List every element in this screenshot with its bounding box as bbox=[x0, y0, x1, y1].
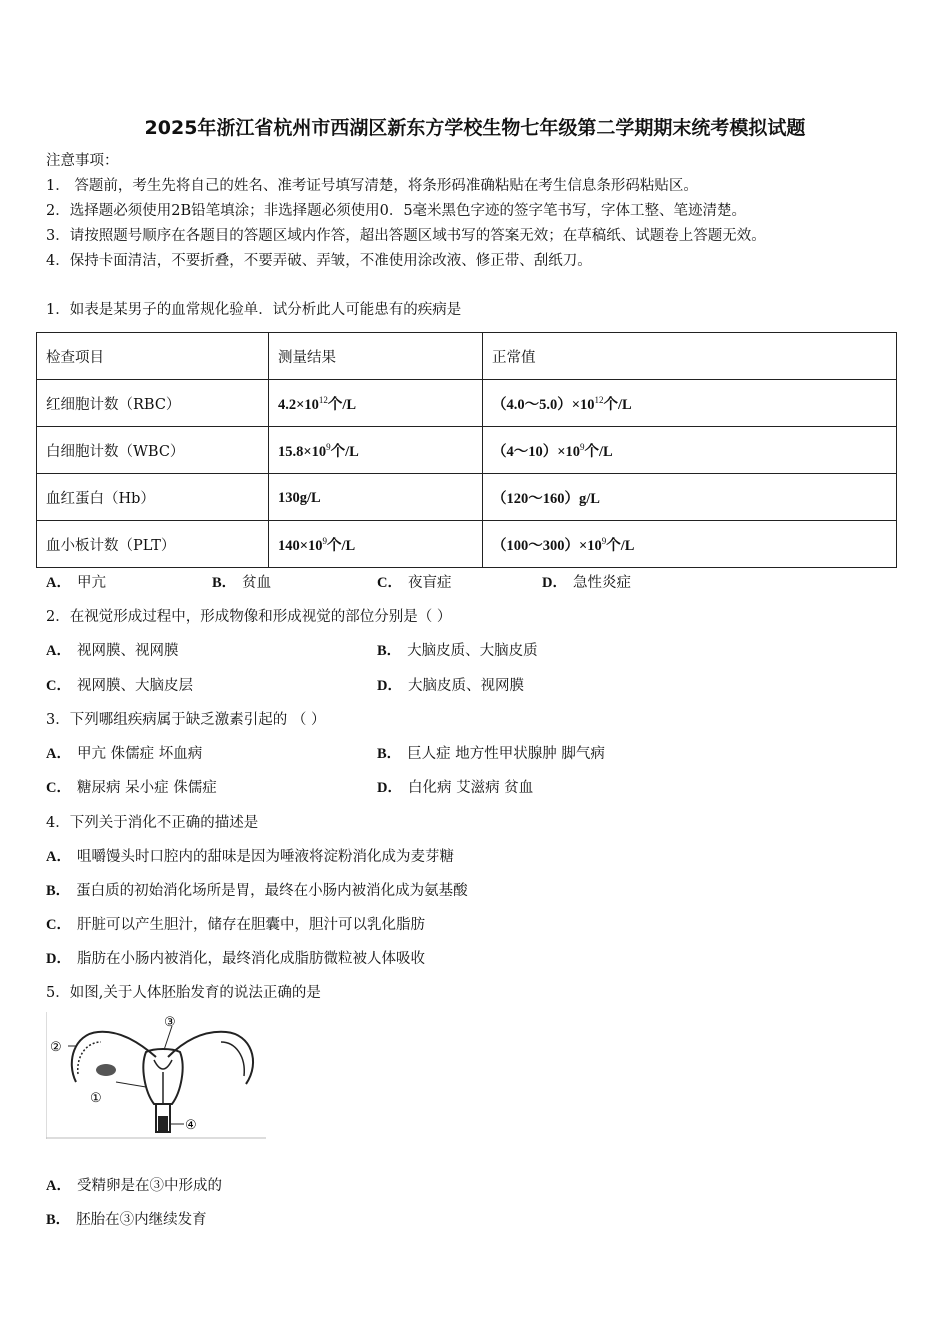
option-a: A． 甲亢 侏儒症 坏血病 bbox=[46, 746, 203, 762]
option-c: C． 视网膜、大脑皮层 bbox=[46, 678, 193, 694]
uterus-diagram bbox=[46, 1012, 266, 1139]
question-4-stem: 4．下列关于消化不正确的描述是 bbox=[46, 815, 259, 831]
figure-label-1: ① bbox=[90, 1091, 102, 1106]
table-header-cell: 正常值 bbox=[483, 333, 897, 380]
table-cell-item: 血红蛋白（Hb） bbox=[37, 474, 269, 521]
table-cell-normal: （120～160）g/L bbox=[483, 474, 897, 521]
option-b: B． 蛋白质的初始消化场所是胃，最终在小肠内被消化成为氨基酸 bbox=[46, 883, 468, 899]
notice-item: 1． 答题前，考生先将自己的姓名、准考证号填写清楚，将条形码准确粘贴在考生信息条形码粘贴区。 bbox=[46, 178, 698, 194]
blood-test-table bbox=[36, 332, 897, 568]
option-a: A． 视网膜、视网膜 bbox=[46, 643, 179, 659]
option-b: B． 大脑皮质、大脑皮质 bbox=[377, 643, 538, 659]
option-a: A． 受精卵是在③中形成的 bbox=[46, 1178, 222, 1194]
option-c: C． 肝脏可以产生胆汁，储存在胆囊中，胆汁可以乳化脂肪 bbox=[46, 917, 425, 933]
question-1-stem: 1．如表是某男子的血常规化验单．试分析此人可能患有的疾病是 bbox=[46, 302, 462, 318]
table-cell-normal: $(100\sim 300)\times 10^9$个/L bbox=[483, 521, 897, 568]
table-cell-item: 血小板计数（PLT） bbox=[37, 521, 269, 568]
question-5-stem: 5．如图,关于人体胚胎发育的说法正确的是 bbox=[46, 985, 321, 1001]
page-title: 2025年浙江省杭州市西湖区新东方学校生物七年级第二学期期末统考模拟试题 bbox=[144, 117, 806, 139]
table-row bbox=[37, 521, 897, 568]
option-b: B． 胚胎在③内继续发育 bbox=[46, 1212, 207, 1228]
notice-item: 4．保持卡面清洁，不要折叠，不要弄破、弄皱，不准使用涂改液、修正带、刮纸刀。 bbox=[46, 253, 592, 269]
option-a: A． 甲亢 bbox=[46, 575, 106, 591]
table-cell-normal: $(4\sim 10)\times 10^9$个/L bbox=[483, 427, 897, 474]
table-row bbox=[37, 427, 897, 474]
notice-heading: 注意事项： bbox=[46, 153, 119, 169]
option-d: D． 脂肪在小肠内被消化，最终消化成脂肪微粒被人体吸收 bbox=[46, 951, 425, 967]
option-b: B． 巨人症 地方性甲状腺肿 脚气病 bbox=[377, 746, 605, 762]
table-header-cell: 测量结果 bbox=[269, 333, 483, 380]
table-cell-result: 130g/L bbox=[269, 474, 483, 521]
table-cell-result: $140\times 10^9$个/L bbox=[269, 521, 483, 568]
table-row bbox=[37, 380, 897, 427]
figure-label-3: ③ bbox=[164, 1015, 176, 1030]
option-d: D． 急性炎症 bbox=[542, 575, 631, 591]
table-cell-result: $15.8\times 10^9$个/L bbox=[269, 427, 483, 474]
notice-item: 2．选择题必须使用2B铅笔填涂；非选择题必须使用0．5毫米黑色字迹的签字笔书写，字体工整、笔迹清楚。 bbox=[46, 203, 747, 219]
table-cell-normal: $(4.0\sim 5.0)\times 10^{12}$个/L bbox=[483, 380, 897, 427]
notice-item: 3．请按照题号顺序在各题目的答题区域内作答，超出答题区域书写的答案无效；在草稿纸、试题卷上答题无效。 bbox=[46, 228, 766, 244]
figure-label-4: ④ bbox=[185, 1118, 197, 1133]
table-header-cell: 检查项目 bbox=[37, 333, 269, 380]
table-row bbox=[37, 474, 897, 521]
option-c: C． 夜盲症 bbox=[377, 575, 452, 591]
question-2-stem: 2．在视觉形成过程中，形成物像和形成视觉的部位分别是（ ） bbox=[46, 609, 452, 625]
option-d: D． 大脑皮质、视网膜 bbox=[377, 678, 524, 694]
table-cell-result: $4.2\times 10^{12}$个/L bbox=[269, 380, 483, 427]
reproductive-organ-figure bbox=[46, 1012, 266, 1139]
figure-label-2: ② bbox=[50, 1040, 62, 1055]
option-b: B． 贫血 bbox=[212, 575, 272, 591]
table-header-row bbox=[37, 333, 897, 380]
table-cell-item: 红细胞计数（RBC） bbox=[37, 380, 269, 427]
question-3-stem: 3．下列哪组疾病属于缺乏激素引起的 （ ） bbox=[46, 712, 326, 728]
table-cell-item: 白细胞计数（WBC） bbox=[37, 427, 269, 474]
option-c: C． 糖尿病 呆小症 侏儒症 bbox=[46, 780, 217, 796]
option-a: A． 咀嚼馒头时口腔内的甜味是因为唾液将淀粉消化成为麦芽糖 bbox=[46, 849, 454, 865]
option-d: D． 白化病 艾滋病 贫血 bbox=[377, 780, 534, 796]
